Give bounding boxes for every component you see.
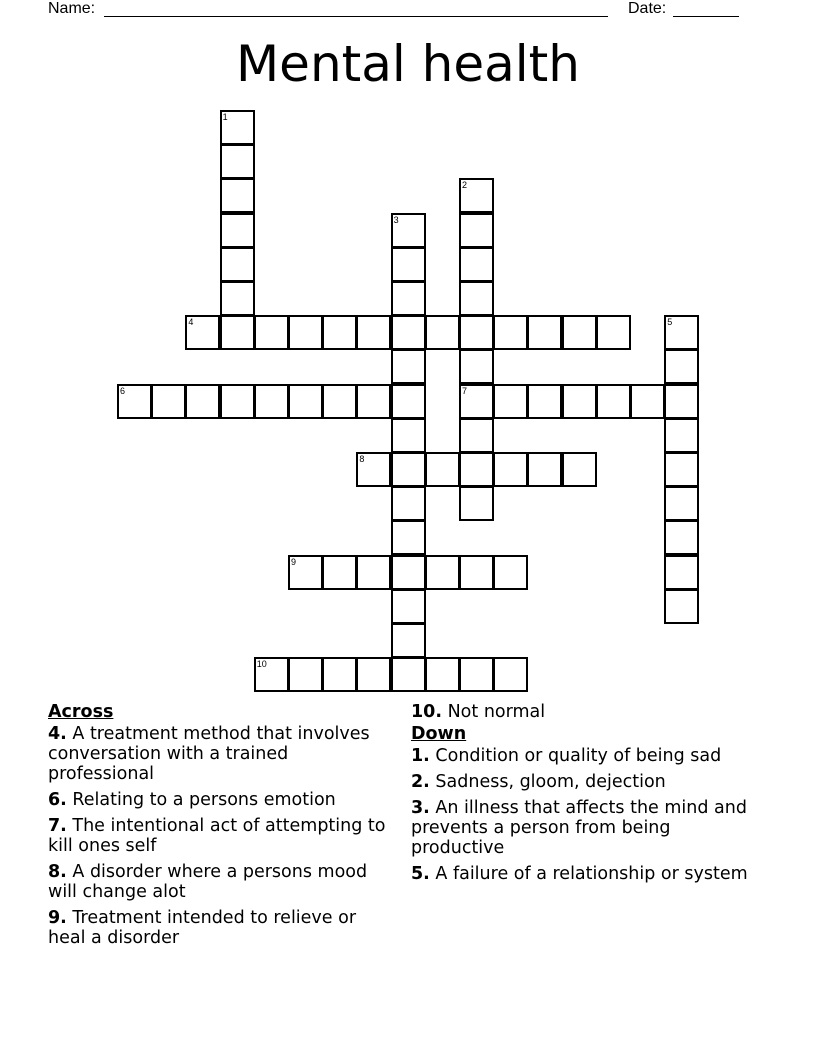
cell-number: 1	[222, 112, 228, 122]
clue-text: Treatment intended to relieve or heal a disorder	[48, 908, 357, 948]
grid-cell[interactable]	[322, 315, 357, 350]
grid-cell[interactable]	[391, 281, 426, 316]
cell-number: 5	[667, 317, 673, 328]
grid-cell[interactable]	[220, 178, 255, 213]
grid-cell[interactable]	[288, 555, 323, 590]
cell-number: 7	[462, 385, 468, 396]
grid-cell[interactable]	[493, 452, 528, 487]
cell-number: 6	[120, 385, 126, 396]
clue-down-3	[411, 798, 756, 858]
clue-text: A disorder where a persons mood will change alot	[48, 862, 368, 902]
clue-across-9	[48, 908, 393, 948]
grid-cell[interactable]	[391, 486, 426, 521]
grid-cell[interactable]	[220, 247, 255, 282]
grid-cell[interactable]	[596, 315, 631, 350]
grid-cell[interactable]	[356, 555, 391, 590]
grid-cell[interactable]	[425, 452, 460, 487]
grid-cell[interactable]	[288, 315, 323, 350]
grid-cell[interactable]	[596, 384, 631, 419]
grid-cell[interactable]	[391, 555, 426, 590]
grid-cell[interactable]	[459, 247, 494, 282]
clues-column-left	[48, 702, 393, 954]
grid-cell[interactable]	[664, 452, 699, 487]
grid-cell[interactable]	[493, 384, 528, 419]
grid-cell[interactable]	[425, 315, 460, 350]
grid-cell[interactable]	[562, 452, 597, 487]
grid-cell[interactable]	[664, 589, 699, 624]
grid-cell[interactable]	[391, 520, 426, 555]
grid-cell[interactable]	[391, 452, 426, 487]
grid-cell[interactable]	[391, 349, 426, 384]
clue-text: A failure of a relationship or system	[435, 864, 748, 884]
date-label: Date:	[628, 0, 667, 17]
clue-down-1	[411, 746, 756, 766]
grid-cell[interactable]	[254, 384, 289, 419]
grid-cell[interactable]	[664, 315, 699, 350]
grid-cell[interactable]	[356, 452, 391, 487]
grid-cell[interactable]	[562, 384, 597, 419]
grid-cell[interactable]	[391, 657, 426, 692]
grid-cell[interactable]	[220, 384, 255, 419]
grid-cell[interactable]	[459, 486, 494, 521]
grid-cell[interactable]	[493, 555, 528, 590]
grid-cell[interactable]	[459, 281, 494, 316]
grid-cell[interactable]	[459, 452, 494, 487]
grid-cell[interactable]	[220, 281, 255, 316]
grid-cell[interactable]	[391, 213, 426, 248]
cell-number: 2	[462, 180, 468, 191]
grid-cell[interactable]	[151, 384, 186, 419]
grid-cell[interactable]	[425, 657, 460, 692]
grid-cell[interactable]	[630, 384, 665, 419]
grid-cell[interactable]	[220, 144, 255, 179]
grid-cell[interactable]	[356, 384, 391, 419]
cell-number: 8	[359, 454, 365, 464]
clue-number: 10.	[411, 702, 443, 722]
clue-text: An illness that affects the mind and prevents a person from being productive	[411, 798, 747, 858]
clue-text: A treatment method that involves conversation with a trained professional	[48, 724, 370, 784]
grid-cell[interactable]	[220, 315, 255, 350]
grid-cell[interactable]	[527, 384, 562, 419]
grid-cell[interactable]	[220, 213, 255, 248]
grid-cell[interactable]	[391, 315, 426, 350]
clue-number: 9.	[48, 908, 67, 928]
clue-number: 5.	[411, 864, 430, 884]
clue-across-8	[48, 862, 393, 902]
clue-number: 1.	[411, 746, 430, 766]
grid-cell[interactable]	[322, 555, 357, 590]
grid-cell[interactable]	[562, 315, 597, 350]
clue-number: 3.	[411, 798, 430, 818]
grid-cell[interactable]	[664, 349, 699, 384]
grid-cell[interactable]	[185, 315, 220, 350]
grid-cell[interactable]	[391, 623, 426, 658]
grid-cell[interactable]	[254, 657, 289, 692]
grid-cell[interactable]	[322, 657, 357, 692]
grid-cell[interactable]	[459, 555, 494, 590]
grid-cell[interactable]	[391, 247, 426, 282]
grid-cell[interactable]	[356, 315, 391, 350]
grid-cell[interactable]	[459, 657, 494, 692]
grid-cell[interactable]	[459, 178, 494, 213]
grid-cell[interactable]	[664, 486, 699, 521]
cell-number: 10	[256, 659, 267, 670]
page-title: Mental health	[236, 35, 580, 93]
grid-cell[interactable]	[459, 384, 494, 419]
grid-cell[interactable]	[459, 349, 494, 384]
grid-cell[interactable]	[185, 384, 220, 419]
cell-number: 3	[393, 214, 399, 225]
grid-cell[interactable]	[391, 589, 426, 624]
cell-number: 9	[291, 556, 297, 567]
clues-column-right	[411, 702, 756, 890]
clue-number: 7.	[48, 816, 67, 836]
grid-cell[interactable]	[664, 555, 699, 590]
grid-cell[interactable]	[459, 213, 494, 248]
grid-cell[interactable]	[493, 315, 528, 350]
clue-down-5	[411, 864, 756, 884]
down-heading: Down	[411, 724, 467, 744]
clue-number: 4.	[48, 724, 67, 744]
clue-across-4	[48, 724, 393, 784]
cell-number: 4	[188, 317, 194, 328]
grid-cell[interactable]	[288, 657, 323, 692]
clue-down-2	[411, 772, 756, 792]
grid-cell[interactable]	[117, 384, 152, 419]
clue-text: Condition or quality of being sad	[435, 746, 722, 766]
grid-cell[interactable]	[391, 384, 426, 419]
clue-number: 2.	[411, 772, 430, 792]
clue-across-7	[48, 816, 393, 856]
clue-text: Sadness, gloom, dejection	[435, 772, 666, 792]
grid-cell[interactable]	[664, 418, 699, 453]
grid-cell[interactable]	[527, 315, 562, 350]
clue-text: The intentional act of attempting to kill ones self	[48, 816, 386, 856]
name-label: Name:	[48, 0, 96, 17]
grid-cell[interactable]	[356, 657, 391, 692]
grid-cell[interactable]	[664, 520, 699, 555]
clue-number: 6.	[48, 790, 67, 810]
grid-cell[interactable]	[391, 418, 426, 453]
grid-cell[interactable]	[459, 315, 494, 350]
grid-cell[interactable]	[459, 418, 494, 453]
grid-cell[interactable]	[527, 452, 562, 487]
clue-text: Relating to a persons emotion	[72, 790, 336, 810]
grid-cell[interactable]	[220, 110, 255, 145]
grid-cell[interactable]	[493, 657, 528, 692]
grid-cell[interactable]	[425, 555, 460, 590]
clue-number: 8.	[48, 862, 67, 882]
across-heading: Across	[48, 702, 114, 722]
grid-cell[interactable]	[664, 384, 699, 419]
clue-text: Not normal	[447, 702, 546, 722]
clue-across-6	[48, 790, 393, 810]
grid-cell[interactable]	[322, 384, 357, 419]
clue-across-10	[411, 702, 756, 722]
grid-cell[interactable]	[254, 315, 289, 350]
grid-cell[interactable]	[288, 384, 323, 419]
